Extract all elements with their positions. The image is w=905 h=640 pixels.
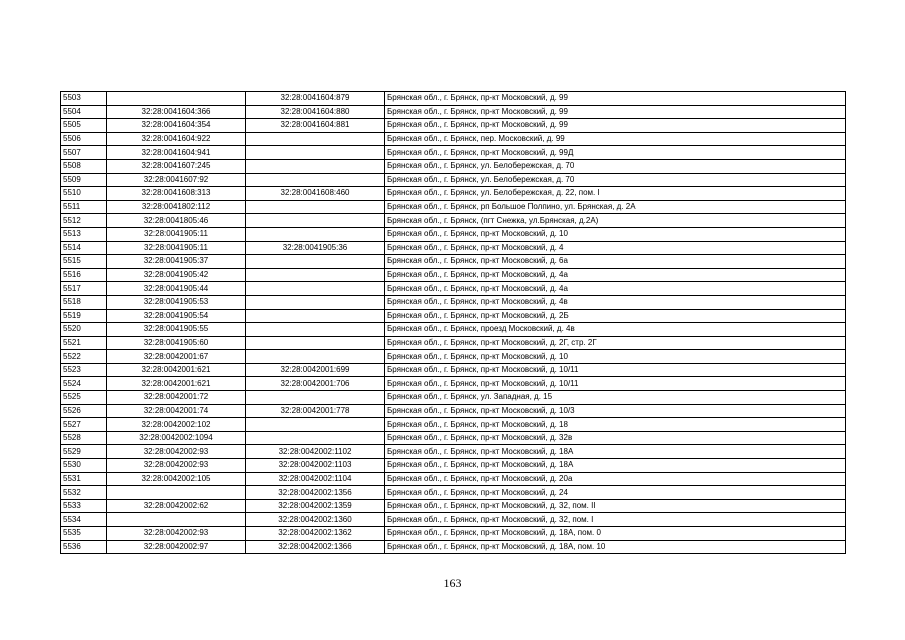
cadastral-number-cell: 32:28:0041905:53 [107, 295, 246, 309]
building-cadastral-number-cell [246, 295, 385, 309]
table-row [61, 513, 846, 527]
building-cadastral-number-cell: 32:28:0042002:1360 [246, 513, 385, 527]
building-cadastral-number-cell [246, 336, 385, 350]
table-row [61, 459, 846, 473]
table-row [61, 200, 846, 214]
table-row [61, 146, 846, 160]
building-cadastral-number-cell [246, 350, 385, 364]
row-number-cell: 5522 [61, 350, 107, 364]
address-cell: Брянская обл., г. Брянск, пр-кт Московский, д. 4а [385, 282, 846, 296]
cadastral-number-cell: 32:28:0041802:112 [107, 200, 246, 214]
address-cell: Брянская обл., г. Брянск, пр-кт Московский, д. 18А, пом. 0 [385, 527, 846, 541]
building-cadastral-number-cell: 32:28:0041604:880 [246, 105, 385, 119]
address-cell: Брянская обл., г. Брянск, пр-кт Московский, д. 99 [385, 119, 846, 133]
cadastral-number-cell: 32:28:0041905:54 [107, 309, 246, 323]
table-row [61, 445, 846, 459]
table-row [61, 159, 846, 173]
address-cell: Брянская обл., г. Брянск, пр-кт Московский, д. 99Д [385, 146, 846, 160]
address-cell: Брянская обл., г. Брянск, ул. Белобережская, д. 70 [385, 159, 846, 173]
cadastral-number-cell: 32:28:0041604:354 [107, 119, 246, 133]
cadastral-number-cell: 32:28:0042002:62 [107, 499, 246, 513]
cadastral-number-cell: 32:28:0041608:313 [107, 187, 246, 201]
building-cadastral-number-cell [246, 309, 385, 323]
table-row [61, 132, 846, 146]
row-number-cell: 5521 [61, 336, 107, 350]
table-row [61, 527, 846, 541]
row-number-cell: 5518 [61, 295, 107, 309]
row-number-cell: 5530 [61, 459, 107, 473]
row-number-cell: 5519 [61, 309, 107, 323]
row-number-cell: 5513 [61, 227, 107, 241]
cadastral-number-cell: 32:28:0042002:1094 [107, 431, 246, 445]
address-cell: Брянская обл., г. Брянск, ул. Западная, д. 15 [385, 391, 846, 405]
row-number-cell: 5535 [61, 527, 107, 541]
building-cadastral-number-cell: 32:28:0042001:699 [246, 363, 385, 377]
cadastral-number-cell: 32:28:0042001:74 [107, 404, 246, 418]
address-cell: Брянская обл., г. Брянск, пр-кт Московский, д. 18А [385, 459, 846, 473]
row-number-cell: 5503 [61, 92, 107, 106]
building-cadastral-number-cell [246, 132, 385, 146]
address-cell: Брянская обл., г. Брянск, пр-кт Московский, д. 99 [385, 92, 846, 106]
table-row [61, 309, 846, 323]
cadastral-number-cell [107, 513, 246, 527]
cadastral-number-cell: 32:28:0042001:621 [107, 377, 246, 391]
address-cell: Брянская обл., г. Брянск, проезд Московский, д. 4в [385, 323, 846, 337]
address-cell: Брянская обл., г. Брянск, пр-кт Московский, д. 4а [385, 268, 846, 282]
building-cadastral-number-cell [246, 214, 385, 228]
building-cadastral-number-cell [246, 391, 385, 405]
row-number-cell: 5504 [61, 105, 107, 119]
table-row [61, 295, 846, 309]
address-cell: Брянская обл., г. Брянск, пр-кт Московский, д. 32в [385, 431, 846, 445]
cadastral-number-cell: 32:28:0042002:102 [107, 418, 246, 432]
address-cell: Брянская обл., г. Брянск, пр-кт Московский, д. 10 [385, 227, 846, 241]
building-cadastral-number-cell [246, 146, 385, 160]
row-number-cell: 5534 [61, 513, 107, 527]
building-cadastral-number-cell: 32:28:0041905:36 [246, 241, 385, 255]
cadastral-number-cell: 32:28:0042001:72 [107, 391, 246, 405]
page-number: 163 [443, 576, 462, 590]
row-number-cell: 5531 [61, 472, 107, 486]
table-row [61, 214, 846, 228]
building-cadastral-number-cell: 32:28:0041608:460 [246, 187, 385, 201]
table-row [61, 282, 846, 296]
row-number-cell: 5510 [61, 187, 107, 201]
address-cell: Брянская обл., г. Брянск, рп Большое Полпино, ул. Брянская, д. 2А [385, 200, 846, 214]
cadastral-number-cell: 32:28:0042002:97 [107, 540, 246, 554]
row-number-cell: 5511 [61, 200, 107, 214]
building-cadastral-number-cell [246, 173, 385, 187]
row-number-cell: 5507 [61, 146, 107, 160]
table-row [61, 323, 846, 337]
table-row [61, 377, 846, 391]
building-cadastral-number-cell: 32:28:0042002:1366 [246, 540, 385, 554]
cadastral-number-cell: 32:28:0041905:55 [107, 323, 246, 337]
table-row [61, 227, 846, 241]
building-cadastral-number-cell: 32:28:0042002:1102 [246, 445, 385, 459]
building-cadastral-number-cell [246, 431, 385, 445]
row-number-cell: 5506 [61, 132, 107, 146]
table-row [61, 486, 846, 500]
address-cell: Брянская обл., г. Брянск, пр-кт Московский, д. 32, пом. I [385, 513, 846, 527]
building-cadastral-number-cell [246, 323, 385, 337]
cadastral-number-cell: 32:28:0042002:105 [107, 472, 246, 486]
table-row [61, 363, 846, 377]
building-cadastral-number-cell: 32:28:0042002:1359 [246, 499, 385, 513]
cadastral-number-cell: 32:28:0041905:11 [107, 241, 246, 255]
table-row [61, 119, 846, 133]
address-cell: Брянская обл., г. Брянск, пер. Московский, д. 99 [385, 132, 846, 146]
cadastral-number-cell: 32:28:0042002:93 [107, 459, 246, 473]
cadastral-number-cell: 32:28:0042002:93 [107, 445, 246, 459]
row-number-cell: 5517 [61, 282, 107, 296]
table-row [61, 391, 846, 405]
row-number-cell: 5533 [61, 499, 107, 513]
address-cell: Брянская обл., г. Брянск, пр-кт Московский, д. 2Г, стр. 2Г [385, 336, 846, 350]
building-cadastral-number-cell: 32:28:0042001:778 [246, 404, 385, 418]
property-registry-table [60, 91, 846, 554]
address-cell: Брянская обл., г. Брянск, пр-кт Московский, д. 24 [385, 486, 846, 500]
building-cadastral-number-cell [246, 255, 385, 269]
address-cell: Брянская обл., г. Брянск, пр-кт Московский, д. 10 [385, 350, 846, 364]
row-number-cell: 5516 [61, 268, 107, 282]
building-cadastral-number-cell: 32:28:0042001:706 [246, 377, 385, 391]
building-cadastral-number-cell: 32:28:0042002:1103 [246, 459, 385, 473]
row-number-cell: 5508 [61, 159, 107, 173]
building-cadastral-number-cell [246, 268, 385, 282]
cadastral-number-cell [107, 486, 246, 500]
table-row [61, 472, 846, 486]
row-number-cell: 5532 [61, 486, 107, 500]
address-cell: Брянская обл., г. Брянск, пр-кт Московский, д. 10/11 [385, 377, 846, 391]
building-cadastral-number-cell [246, 282, 385, 296]
cadastral-number-cell [107, 92, 246, 106]
row-number-cell: 5515 [61, 255, 107, 269]
address-cell: Брянская обл., г. Брянск, пр-кт Московский, д. 99 [385, 105, 846, 119]
table-row [61, 173, 846, 187]
table-row [61, 241, 846, 255]
cadastral-number-cell: 32:28:0041805:46 [107, 214, 246, 228]
cadastral-number-cell: 32:28:0041905:37 [107, 255, 246, 269]
building-cadastral-number-cell: 32:28:0041604:881 [246, 119, 385, 133]
building-cadastral-number-cell: 32:28:0042002:1362 [246, 527, 385, 541]
address-cell: Брянская обл., г. Брянск, ул. Белобережская, д. 70 [385, 173, 846, 187]
address-cell: Брянская обл., г. Брянск, пр-кт Московский, д. 18А [385, 445, 846, 459]
table-row [61, 540, 846, 554]
row-number-cell: 5524 [61, 377, 107, 391]
building-cadastral-number-cell: 32:28:0042002:1104 [246, 472, 385, 486]
row-number-cell: 5527 [61, 418, 107, 432]
registry-table-body [61, 92, 846, 554]
table-row [61, 431, 846, 445]
table-row [61, 350, 846, 364]
cadastral-number-cell: 32:28:0041905:42 [107, 268, 246, 282]
cadastral-number-cell: 32:28:0041607:92 [107, 173, 246, 187]
row-number-cell: 5528 [61, 431, 107, 445]
cadastral-number-cell: 32:28:0041607:245 [107, 159, 246, 173]
cadastral-number-cell: 32:28:0042001:67 [107, 350, 246, 364]
row-number-cell: 5525 [61, 391, 107, 405]
table-row [61, 187, 846, 201]
table-row [61, 418, 846, 432]
address-cell: Брянская обл., г. Брянск, пр-кт Московский, д. 32, пом. II [385, 499, 846, 513]
cadastral-number-cell: 32:28:0041604:922 [107, 132, 246, 146]
row-number-cell: 5509 [61, 173, 107, 187]
address-cell: Брянская обл., г. Брянск, пр-кт Московский, д. 4 [385, 241, 846, 255]
row-number-cell: 5512 [61, 214, 107, 228]
building-cadastral-number-cell: 32:28:0041604:879 [246, 92, 385, 106]
row-number-cell: 5520 [61, 323, 107, 337]
table-row [61, 336, 846, 350]
cadastral-number-cell: 32:28:0041604:941 [107, 146, 246, 160]
address-cell: Брянская обл., г. Брянск, (пгт Снежка, ул.Брянская, д.2А) [385, 214, 846, 228]
table-row [61, 268, 846, 282]
building-cadastral-number-cell [246, 418, 385, 432]
address-cell: Брянская обл., г. Брянск, пр-кт Московский, д. 4в [385, 295, 846, 309]
cadastral-number-cell: 32:28:0041905:11 [107, 227, 246, 241]
row-number-cell: 5523 [61, 363, 107, 377]
building-cadastral-number-cell [246, 200, 385, 214]
building-cadastral-number-cell: 32:28:0042002:1356 [246, 486, 385, 500]
row-number-cell: 5505 [61, 119, 107, 133]
address-cell: Брянская обл., г. Брянск, пр-кт Московский, д. 10/11 [385, 363, 846, 377]
table-row [61, 105, 846, 119]
address-cell: Брянская обл., г. Брянск, пр-кт Московский, д. 2Б [385, 309, 846, 323]
table-row [61, 92, 846, 106]
address-cell: Брянская обл., г. Брянск, пр-кт Московский, д. 6а [385, 255, 846, 269]
row-number-cell: 5526 [61, 404, 107, 418]
table-row [61, 255, 846, 269]
address-cell: Брянская обл., г. Брянск, ул. Белобережская, д. 22, пом. I [385, 187, 846, 201]
address-cell: Брянская обл., г. Брянск, пр-кт Московский, д. 20а [385, 472, 846, 486]
address-cell: Брянская обл., г. Брянск, пр-кт Московский, д. 18А, пом. 10 [385, 540, 846, 554]
cadastral-number-cell: 32:28:0041604:366 [107, 105, 246, 119]
address-cell: Брянская обл., г. Брянск, пр-кт Московский, д. 18 [385, 418, 846, 432]
row-number-cell: 5514 [61, 241, 107, 255]
cadastral-number-cell: 32:28:0041905:60 [107, 336, 246, 350]
cadastral-number-cell: 32:28:0042001:621 [107, 363, 246, 377]
cadastral-number-cell: 32:28:0042002:93 [107, 527, 246, 541]
table-row [61, 499, 846, 513]
building-cadastral-number-cell [246, 159, 385, 173]
table-row [61, 404, 846, 418]
building-cadastral-number-cell [246, 227, 385, 241]
address-cell: Брянская обл., г. Брянск, пр-кт Московский, д. 10/3 [385, 404, 846, 418]
cadastral-number-cell: 32:28:0041905:44 [107, 282, 246, 296]
row-number-cell: 5536 [61, 540, 107, 554]
row-number-cell: 5529 [61, 445, 107, 459]
